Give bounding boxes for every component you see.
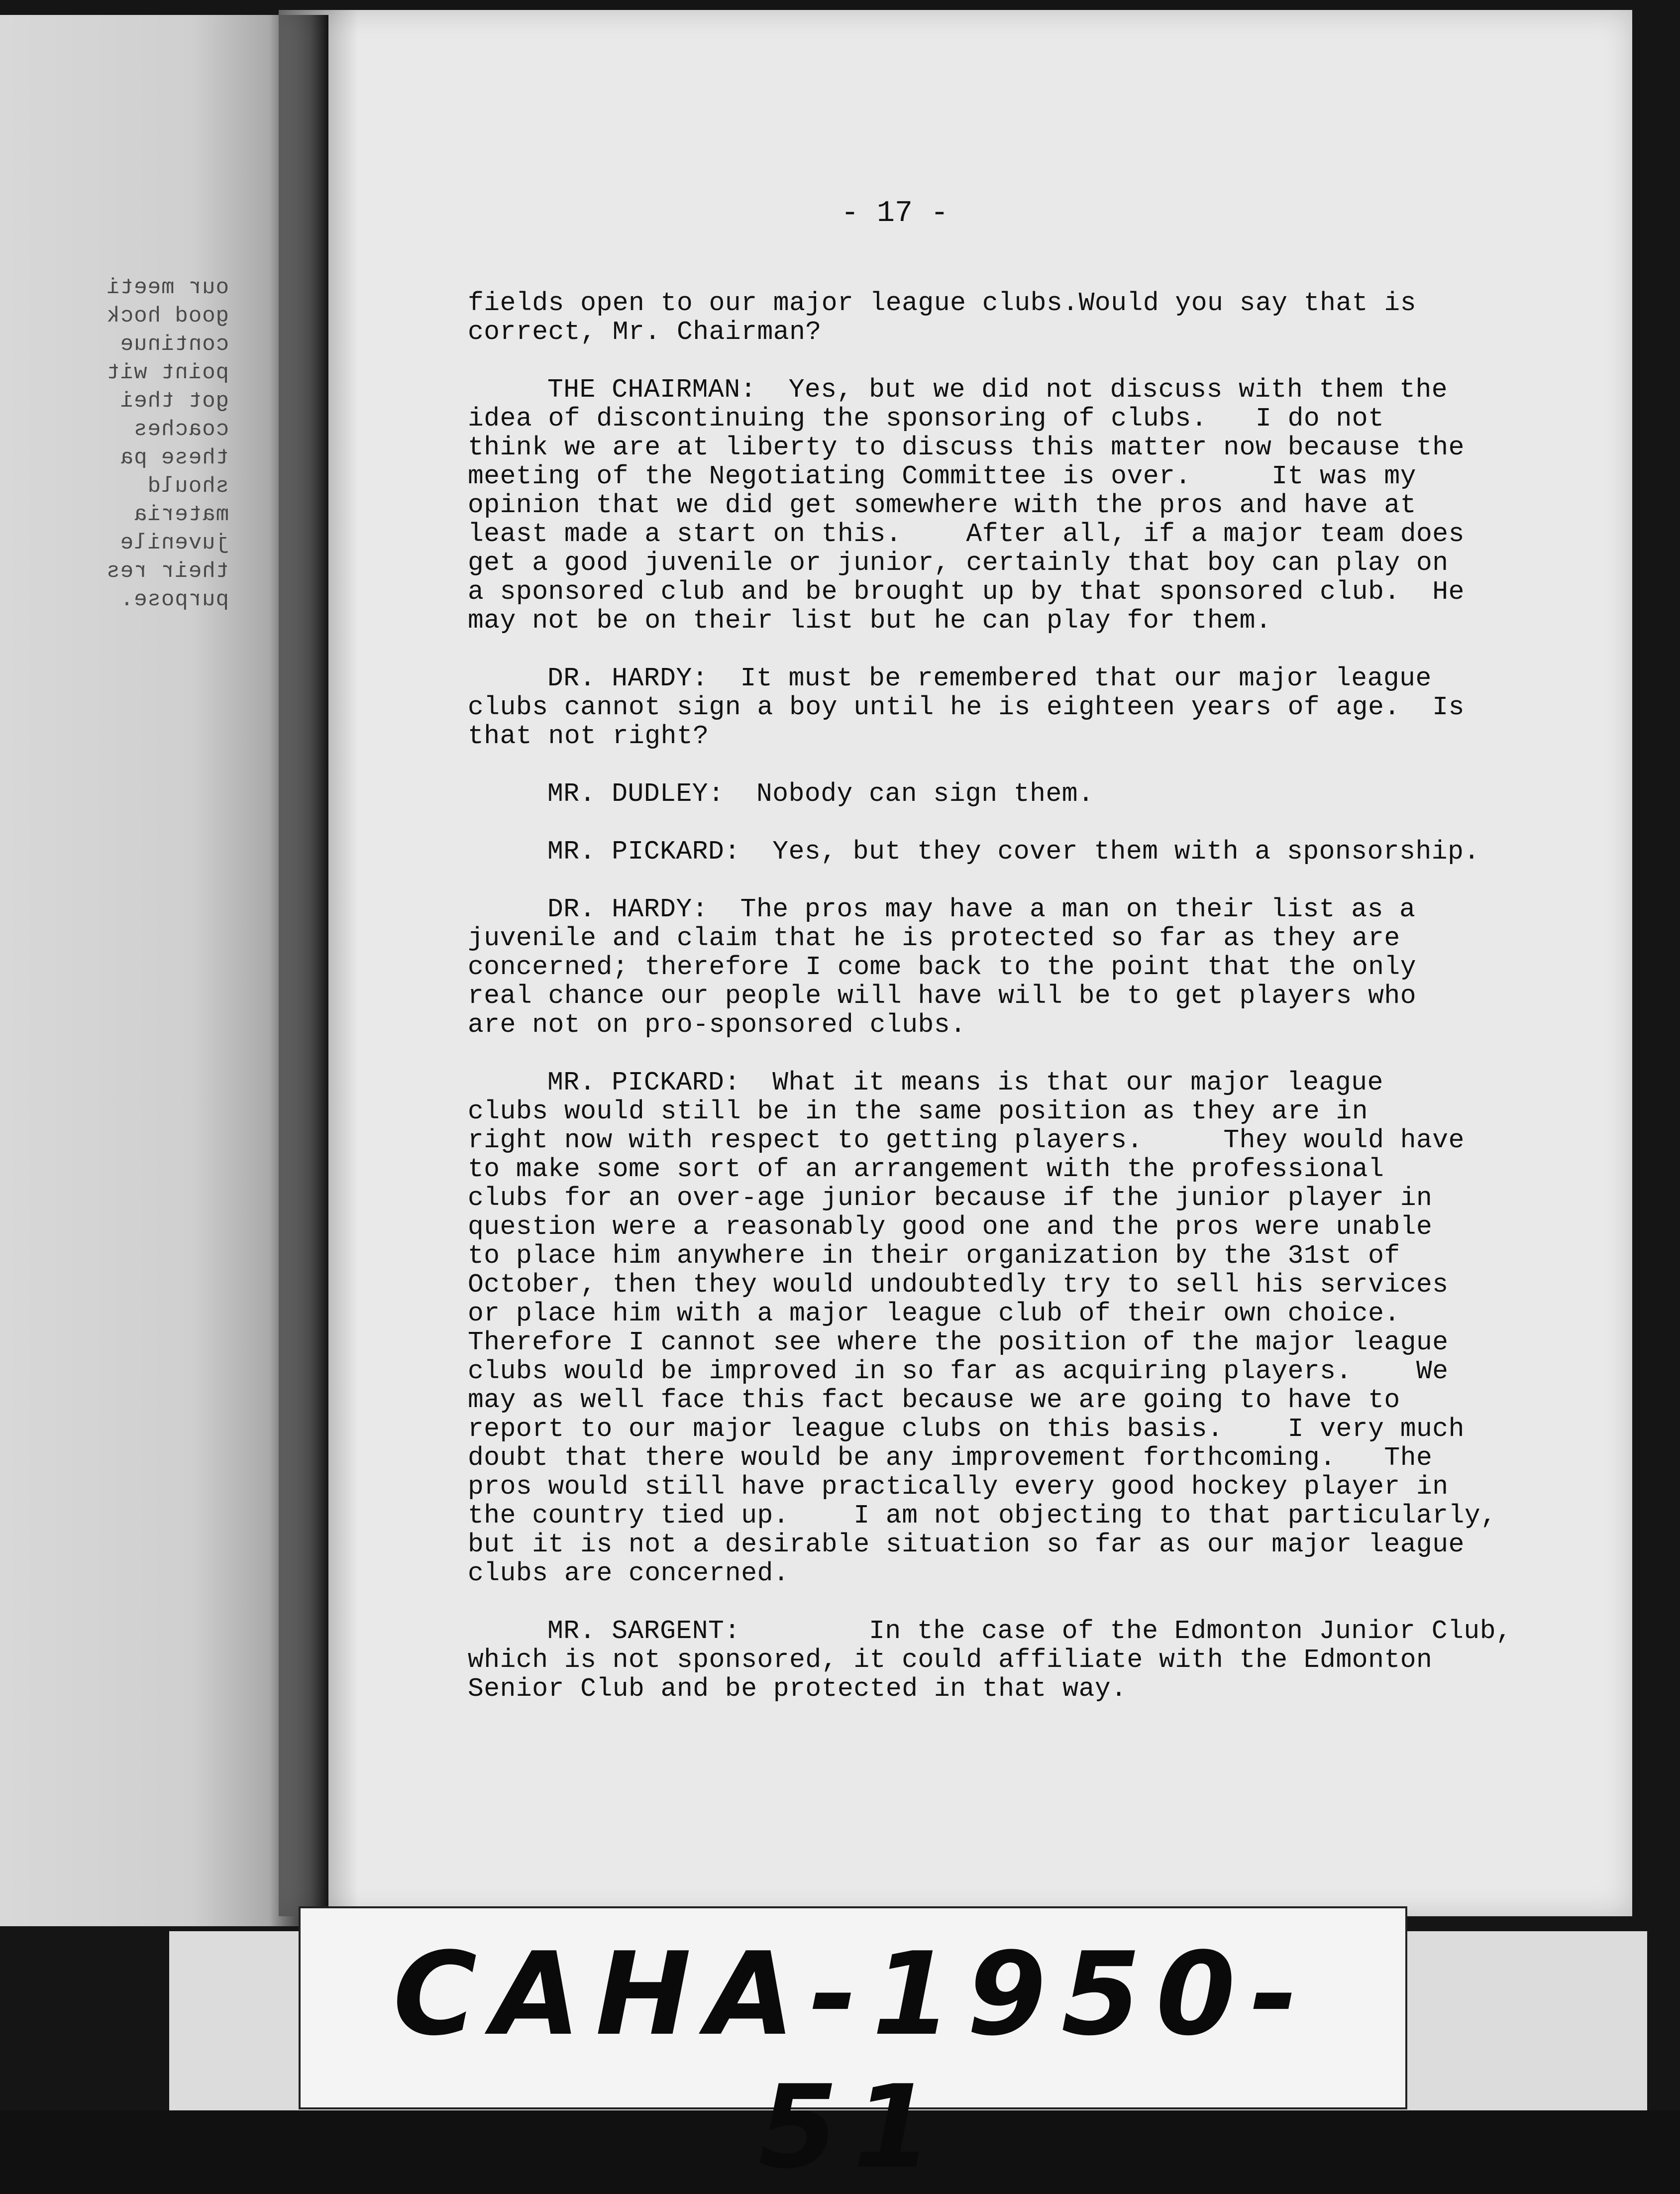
facing-page-fragment: materia: [133, 502, 229, 527]
facing-page-fragment: juvenile: [119, 531, 229, 555]
paragraph-gap: [468, 808, 1592, 837]
archive-label: CAHA-1950-51: [393, 1928, 1313, 2194]
text-line: to make some sort of an arrangement with the professional: [468, 1154, 1384, 1184]
facing-page-fragment: good hock: [106, 304, 229, 329]
text-line: the country tied up. I am not objecting to that particularly,: [468, 1501, 1497, 1531]
paragraph-gap: [468, 346, 1592, 375]
text-line: clubs would be improved in so far as acquiring players. We: [468, 1356, 1449, 1386]
text-line: MR. SARGENT: In the case of the Edmonton Junior Club,: [547, 1616, 1512, 1646]
document-page: [279, 10, 1632, 1916]
facing-page-fragment: got thei: [119, 389, 229, 414]
text-line: get a good juvenile or junior, certainly that boy can play on: [468, 548, 1449, 578]
text-line: correct, Mr. Chairman?: [468, 317, 822, 347]
text-line: clubs cannot sign a boy until he is eighteen years of age. Is: [468, 692, 1465, 722]
facing-page-fragment: coaches: [133, 417, 229, 442]
text-line: clubs are concerned.: [468, 1558, 790, 1588]
facing-page-fragment: should: [147, 474, 229, 499]
binding-shadow: [269, 15, 328, 1926]
paragraph-gap: [468, 866, 1592, 895]
text-line: MR. DUDLEY: Nobody can sign them.: [547, 779, 1094, 809]
text-line: doubt that there would be any improvement forthcoming. The: [468, 1443, 1433, 1473]
text-line: to place him anywhere in their organization by the 31st of: [468, 1241, 1400, 1271]
text-line: idea of discontinuing the sponsoring of clubs. I do not: [468, 404, 1384, 434]
facing-page-fragment: their res: [106, 559, 229, 584]
facing-page-bleed-text: [0, 274, 229, 614]
text-line: clubs for an over-age junior because if the junior player in: [468, 1183, 1433, 1213]
text-line: think we are at liberty to discuss this matter now because the: [468, 433, 1465, 462]
text-line: that not right?: [468, 721, 709, 751]
facing-page-fragment: point wit: [106, 360, 229, 385]
text-line: opinion that we did get somewhere with the pros and have at: [468, 490, 1417, 520]
text-line: but it is not a desirable situation so far as our major league: [468, 1530, 1465, 1559]
text-line: DR. HARDY: It must be remembered that our major league: [547, 663, 1432, 693]
paragraph-gap: [468, 1039, 1592, 1068]
facing-page-fragment: our meeti: [106, 275, 229, 300]
text-line: meeting of the Negotiating Committee is over. It was my: [468, 461, 1417, 491]
text-line: concerned; therefore I come back to the point that the only: [468, 952, 1417, 982]
text-line: Therefore I cannot see where the position of the major league: [468, 1327, 1449, 1357]
paragraph-gap: [468, 1588, 1592, 1617]
transcript-body: [468, 289, 1592, 1703]
text-line: a sponsored club and be brought up by that sponsored club. He: [468, 577, 1465, 607]
text-line: MR. PICKARD: Yes, but they cover them with a sponsorship.: [547, 837, 1480, 867]
text-line: are not on pro-sponsored clubs.: [468, 1010, 966, 1040]
paragraph-gap: [468, 635, 1592, 664]
text-line: THE CHAIRMAN: Yes, but we did not discuss with them the: [547, 375, 1448, 405]
text-line: Senior Club and be protected in that way.: [468, 1674, 1127, 1704]
text-line: MR. PICKARD: What it means is that our major league: [547, 1068, 1383, 1097]
facing-page-fragment: continue: [119, 332, 229, 357]
text-line: which is not sponsored, it could affiliate with the Edmonton: [468, 1645, 1433, 1675]
text-line: least made a start on this. After all, if a major team does: [468, 519, 1465, 549]
archive-label-card: [299, 1906, 1407, 2194]
text-line: real chance our people will have will be to get players who: [468, 981, 1417, 1011]
text-line: may as well face this fact because we are going to have to: [468, 1385, 1400, 1415]
text-line: may not be on their list but he can play for them.: [468, 606, 1272, 636]
paragraph-gap: [468, 751, 1592, 779]
text-line: juvenile and claim that he is protected so far as they are: [468, 923, 1400, 953]
text-line: clubs would still be in the same position as they are in: [468, 1097, 1368, 1126]
text-line: question were a reasonably good one and the pros were unable: [468, 1212, 1433, 1242]
text-line: or place him with a major league club of their own choice.: [468, 1299, 1400, 1328]
page-number: - 17 -: [841, 197, 949, 230]
facing-page-fragment: these pa: [119, 445, 229, 470]
text-line: fields open to our major league clubs.Would you say that is: [468, 288, 1417, 318]
text-line: report to our major league clubs on this basis. I very much: [468, 1414, 1465, 1444]
text-line: right now with respect to getting players. They would have: [468, 1125, 1465, 1155]
facing-page-fragment: purpose.: [119, 587, 229, 612]
text-line: October, then they would undoubtedly try to sell his services: [468, 1270, 1449, 1300]
text-line: pros would still have practically every good hockey player in: [468, 1472, 1449, 1502]
text-line: DR. HARDY: The pros may have a man on their list as a: [547, 894, 1416, 924]
